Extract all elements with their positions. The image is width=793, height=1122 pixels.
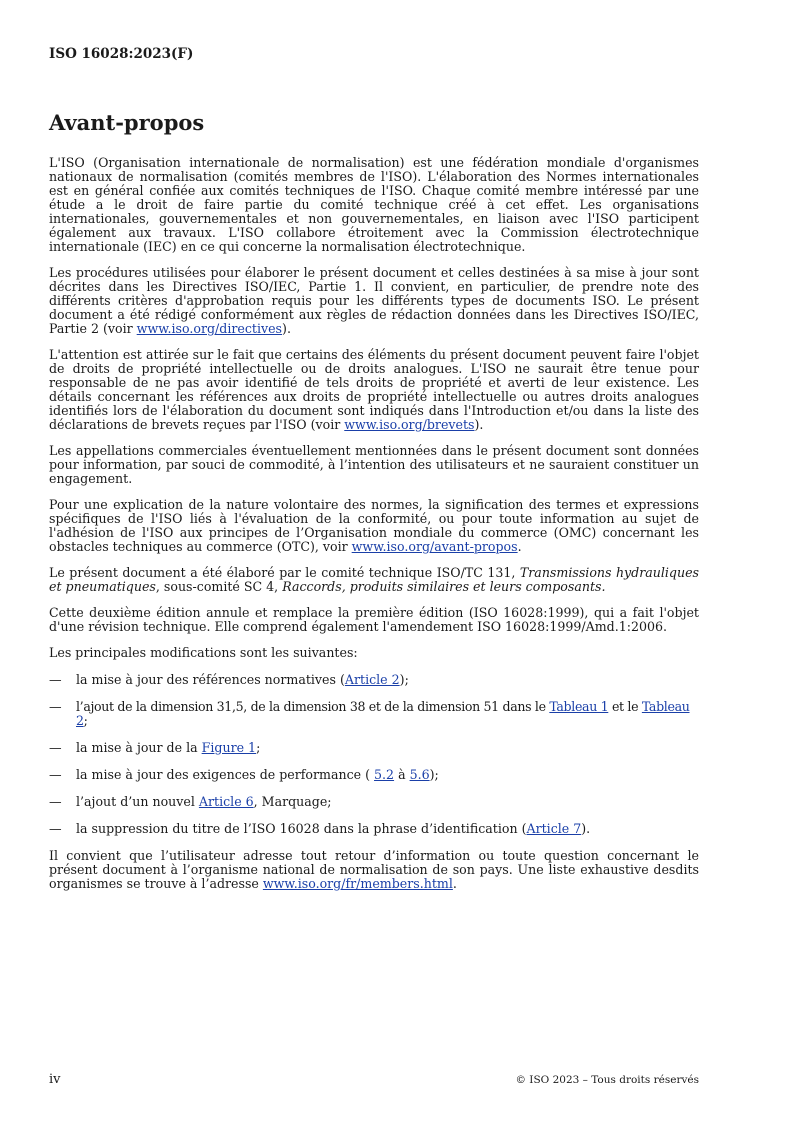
paragraph-text: Le présent document a été élaboré par le comité technique ISO/TC 131,	[49, 565, 520, 580]
subcommittee-title: Raccords, produits similaires et leurs composants.	[282, 579, 606, 594]
dash-bullet: —	[49, 794, 62, 809]
list-item	[49, 741, 699, 755]
page-title: Avant-propos	[49, 110, 205, 135]
page-number: iv	[49, 1072, 61, 1087]
item-text: ).	[581, 821, 591, 836]
paragraph-edition: Cette deuxième édition annule et remplace la première édition (ISO 16028:1999), qui a fait l'objet d'une révision technique. Elle comprend également l'amendement ISO 16028:1999/Amd.1:2006.	[49, 605, 699, 634]
figure-1-link[interactable]: Figure 1	[201, 740, 257, 755]
table-1-link[interactable]: Tableau 1	[549, 699, 609, 714]
dash-bullet: —	[49, 767, 62, 782]
patents-link[interactable]: www.iso.org/brevets	[344, 417, 475, 432]
item-text: l’ajout d’un nouvel	[76, 794, 199, 809]
item-text: );	[399, 672, 409, 687]
item-text: et le	[608, 699, 642, 714]
paragraph-text: ).	[474, 417, 484, 432]
paragraph-trade-names: Les appellations commerciales éventuellement mentionnées dans le présent document sont données pour information, par souci de commodité, à l’intention des utilisateurs et ne sauraient constituer un engagement.	[49, 443, 699, 486]
paragraph-voluntary-nature	[49, 498, 699, 554]
paragraph-patents	[49, 348, 699, 432]
paragraph-feedback	[49, 849, 699, 891]
dash-bullet: —	[49, 740, 62, 755]
dash-bullet: —	[49, 672, 62, 687]
section-5-6-link[interactable]: 5.6	[409, 767, 430, 782]
directives-link[interactable]: www.iso.org/directives	[136, 321, 283, 336]
document-body	[49, 156, 699, 903]
item-text: la mise à jour des références normatives (	[76, 672, 345, 687]
item-text: );	[429, 767, 439, 782]
item-text: la mise à jour de la	[76, 740, 202, 755]
changes-list	[49, 673, 699, 836]
paragraph-iso-intro: L'ISO (Organisation internationale de normalisation) est une fédération mondiale d'organismes nationaux de normalisation (comités membres de l'ISO). L'élaboration des Normes internationales est en général confiée aux comités techniques de l'ISO. Chaque comité membre intéressé par une étude a le droit de faire partie du comité technique créé à cet effet. Les organisations internationales, gouvernementales et non gouvernementales, en liaison avec l'ISO participent également aux travaux. L'ISO collabore étroitement avec la Commission électrotechnique internationale (IEC) en ce qui concerne la normalisation électrotechnique.	[49, 155, 699, 254]
paragraph-text: .	[452, 876, 457, 891]
item-text: l’ajout de la dimension 31,5, de la dimension 38 et de la dimension 51 dans le	[76, 699, 550, 714]
article-7-link[interactable]: Article 7	[526, 821, 582, 836]
item-text: la mise à jour des exigences de performance (	[76, 767, 375, 782]
document-id-header: ISO 16028:2023(F)	[49, 46, 194, 62]
item-text: à	[394, 767, 410, 782]
paragraph-text: .	[517, 539, 522, 554]
section-5-2-link[interactable]: 5.2	[374, 767, 395, 782]
item-text: ;	[83, 713, 88, 728]
paragraph-text: , sous-comité SC 4,	[155, 579, 283, 594]
paragraph-changes-intro: Les principales modifications sont les suivantes:	[49, 645, 358, 660]
paragraph-text: ).	[282, 321, 291, 336]
dash-bullet: —	[49, 821, 62, 836]
article-2-link[interactable]: Article 2	[344, 672, 400, 687]
list-item	[49, 768, 699, 782]
copyright-notice: © ISO 2023 – Tous droits réservés	[515, 1074, 699, 1086]
list-item	[49, 822, 699, 836]
table-2-link[interactable]: Tableau 2	[76, 699, 690, 728]
article-6-link[interactable]: Article 6	[198, 794, 254, 809]
paragraph-text: L'attention est attirée sur le fait que certains des éléments du présent document peuvent faire l'objet de droits de propriété intellectuelle ou de droits analogues. L'ISO ne saurait être tenue pour responsable de ne pas avoir identifié de tels droits de propriété et averti de leur existence. Les détails concernant les références aux droits de propriété intellectuelle ou autres droits analogues identifiés lors de l'élaboration du document sont indiqués dans l'Introduction et/ou dans la liste des déclarations de brevets reçues par l'ISO (voir	[49, 347, 699, 432]
paragraph-text: Il convient que l’utilisateur adresse tout retour d’information ou toute question concernant le présent document à l’organisme national de normalisation de son pays. Une liste exhaustive desdits organismes se trouve à l’adresse	[49, 848, 699, 891]
list-item	[49, 673, 699, 687]
paragraph-committee	[49, 566, 699, 594]
list-item	[49, 795, 699, 809]
members-link[interactable]: www.iso.org/fr/members.html	[262, 876, 453, 891]
item-text: , Marquage;	[253, 794, 332, 809]
list-item	[49, 700, 699, 728]
item-text: la suppression du titre de l’ISO 16028 dans la phrase d’identification (	[76, 821, 527, 836]
foreword-link[interactable]: www.iso.org/avant-propos	[351, 539, 518, 554]
paragraph-procedures	[49, 266, 699, 336]
paragraph-text: Pour une explication de la nature volontaire des normes, la signification des termes et expressions spécifiques de l'ISO liés à l'évaluation de la conformité, ou pour toute information au sujet de l'adhésion de l'ISO aux principes de l’Organisation mondiale du commerce (OMC) concernant les obstacles techniques au commerce (OTC), voir	[49, 497, 699, 554]
paragraph-text: Les procédures utilisées pour élaborer le présent document et celles destinées à sa mise à jour sont décrites dans les Directives ISO/IEC, Partie 1. Il convient, en particulier, de prendre note des différents critères d'approbation requis pour les différents types de documents ISO. Le présent document a été rédigé conformément aux règles de rédaction données dans les Directives ISO/IEC, Partie 2 (voir	[49, 265, 699, 336]
dash-bullet: —	[49, 699, 62, 714]
committee-title: Transmissions hydrauliques et pneumatiques	[49, 565, 700, 594]
item-text: ;	[256, 740, 261, 755]
